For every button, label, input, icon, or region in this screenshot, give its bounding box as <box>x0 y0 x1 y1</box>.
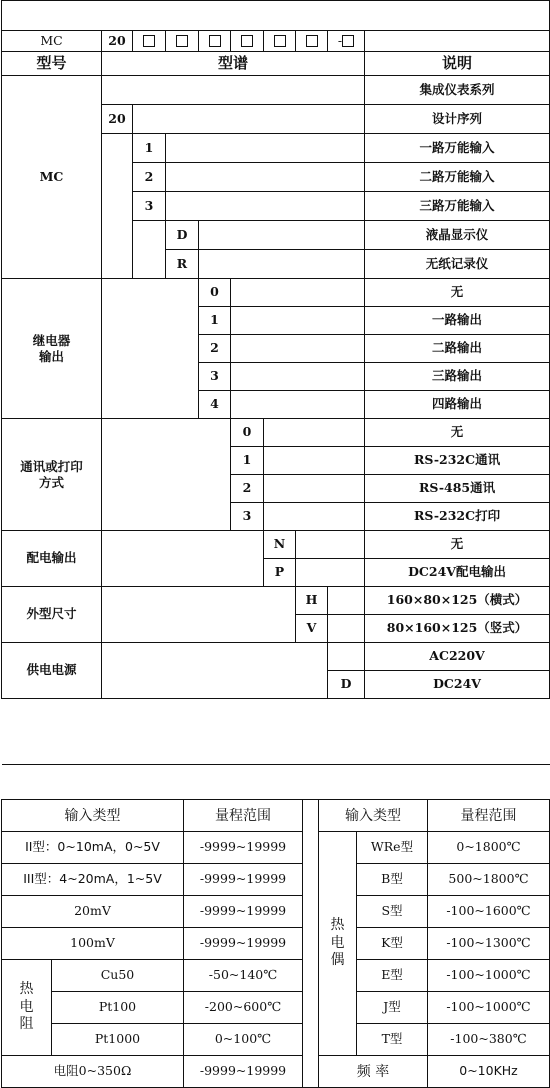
code-mc: MC <box>2 31 102 52</box>
rtd-range-pt1000: 0~100℃ <box>184 1024 303 1056</box>
display-desc-lcd: 液晶显示仪 <box>365 221 550 250</box>
header-range-left: 量程范围 <box>184 800 303 832</box>
comm-desc-3: RS-232C打印 <box>365 503 550 531</box>
code-box-3 <box>199 31 231 52</box>
tc-range-b: 500~1800℃ <box>428 864 550 896</box>
input-code-3: 3 <box>133 192 166 221</box>
input-range-table <box>1 764 550 1088</box>
relay-code-0: 0 <box>199 279 231 307</box>
input-desc-2: 二路万能输入 <box>365 163 550 192</box>
input-code-2: 2 <box>133 163 166 192</box>
input-type-resistance: 电阻0~350Ω <box>2 1056 184 1088</box>
power-out-desc-dc24v: DC24V配电输出 <box>365 559 550 587</box>
relay-code-1: 1 <box>199 307 231 335</box>
range-100mv: -9999~19999 <box>184 928 303 960</box>
display-code-d: D <box>166 221 199 250</box>
top-blank-row <box>2 1 550 31</box>
power-out-label: 配电输出 <box>2 531 102 587</box>
range-20mv: -9999~19999 <box>184 896 303 928</box>
design-description: 设计序列 <box>365 105 550 134</box>
rtd-type-pt1000: Pt1000 <box>52 1024 184 1056</box>
supply-desc-ac220v: AC220V <box>365 643 550 671</box>
comm-desc-0: 无 <box>365 419 550 447</box>
header-model: 型号 <box>2 52 102 76</box>
relay-desc-3: 三路输出 <box>365 363 550 391</box>
range-iii: -9999~19999 <box>184 864 303 896</box>
size-desc-horizontal: 160×80×125（横式） <box>365 587 550 615</box>
relay-desc-1: 一路输出 <box>365 307 550 335</box>
tc-range-j: -100~1000℃ <box>428 992 550 1024</box>
comm-code-3: 3 <box>231 503 264 531</box>
code-box-5 <box>264 31 296 52</box>
range-frequency: 0~10KHz <box>428 1056 550 1088</box>
comm-code-0: 0 <box>231 419 264 447</box>
supply-label: 供电电源 <box>2 643 102 699</box>
relay-code-4: 4 <box>199 391 231 419</box>
tc-type-s: S型 <box>357 896 428 928</box>
comm-desc-2: RS-485通讯 <box>365 475 550 503</box>
relay-desc-4: 四路输出 <box>365 391 550 419</box>
range-top-blank <box>2 765 550 800</box>
code-box-4 <box>231 31 264 52</box>
design-code: 20 <box>102 105 133 134</box>
size-label: 外型尺寸 <box>2 587 102 643</box>
relay-code-2: 2 <box>199 335 231 363</box>
code-20: 20 <box>102 31 133 52</box>
relay-code-3: 3 <box>199 363 231 391</box>
series-description: 集成仪表系列 <box>365 76 550 105</box>
code-box-7: - <box>328 31 365 52</box>
tc-type-wre: WRe型 <box>357 832 428 864</box>
code-box-6 <box>296 31 328 52</box>
header-description: 说明 <box>365 52 550 76</box>
input-type-20mv: 20mV <box>2 896 184 928</box>
input-desc-3: 三路万能输入 <box>365 192 550 221</box>
relay-label: 继电器 输出 <box>2 279 102 419</box>
mc-label: MC <box>2 76 102 279</box>
supply-code-ac <box>328 643 365 671</box>
tc-type-k: K型 <box>357 928 428 960</box>
display-desc-recorder: 无纸记录仪 <box>365 250 550 279</box>
size-desc-vertical: 80×160×125（竖式） <box>365 615 550 643</box>
tc-type-e: E型 <box>357 960 428 992</box>
supply-desc-dc24v: DC24V <box>365 671 550 699</box>
header-input-type-right: 输入类型 <box>319 800 428 832</box>
code-box-1 <box>133 31 166 52</box>
tc-range-t: -100~380℃ <box>428 1024 550 1056</box>
code-blank <box>365 31 550 52</box>
comm-code-2: 2 <box>231 475 264 503</box>
range-ii: -9999~19999 <box>184 832 303 864</box>
power-out-code-n: N <box>264 531 296 559</box>
display-code-r: R <box>166 250 199 279</box>
tc-type-b: B型 <box>357 864 428 896</box>
input-type-ii: II型：0~10mA，0~5V <box>2 832 184 864</box>
relay-desc-2: 二路输出 <box>365 335 550 363</box>
comm-code-1: 1 <box>231 447 264 475</box>
power-out-desc-none: 无 <box>365 531 550 559</box>
range-header-row <box>2 800 550 832</box>
input-desc-1: 一路万能输入 <box>365 134 550 163</box>
tc-type-t: T型 <box>357 1024 428 1056</box>
header-input-type-left: 输入类型 <box>2 800 184 832</box>
rtd-type-cu50: Cu50 <box>52 960 184 992</box>
model-code-row <box>2 31 550 52</box>
size-code-h: H <box>296 587 328 615</box>
relay-desc-0: 无 <box>365 279 550 307</box>
tc-range-wre: 0~1800℃ <box>428 832 550 864</box>
header-range-right: 量程范围 <box>428 800 550 832</box>
supply-code-d: D <box>328 671 365 699</box>
comm-label: 通讯或打印 方式 <box>2 419 102 531</box>
model-spectrum-table <box>1 0 550 699</box>
rtd-type-pt100: Pt100 <box>52 992 184 1024</box>
code-box-2 <box>166 31 199 52</box>
tc-range-s: -100~1600℃ <box>428 896 550 928</box>
input-code-1: 1 <box>133 134 166 163</box>
range-resistance: -9999~19999 <box>184 1056 303 1088</box>
input-type-100mv: 100mV <box>2 928 184 960</box>
power-out-code-p: P <box>264 559 296 587</box>
tc-type-j: J型 <box>357 992 428 1024</box>
size-code-v: V <box>296 615 328 643</box>
comm-desc-1: RS-232C通讯 <box>365 447 550 475</box>
header-spectrum: 型谱 <box>102 52 365 76</box>
tc-range-e: -100~1000℃ <box>428 960 550 992</box>
rtd-label: 热 电 阻 <box>2 960 52 1056</box>
thermocouple-label: 热 电 偶 <box>319 832 357 1056</box>
rtd-range-cu50: -50~140℃ <box>184 960 303 992</box>
header-row <box>2 52 550 76</box>
input-type-frequency: 频 率 <box>319 1056 428 1088</box>
tc-range-k: -100~1300℃ <box>428 928 550 960</box>
rtd-range-pt100: -200~600℃ <box>184 992 303 1024</box>
input-type-iii: III型：4~20mA，1~5V <box>2 864 184 896</box>
